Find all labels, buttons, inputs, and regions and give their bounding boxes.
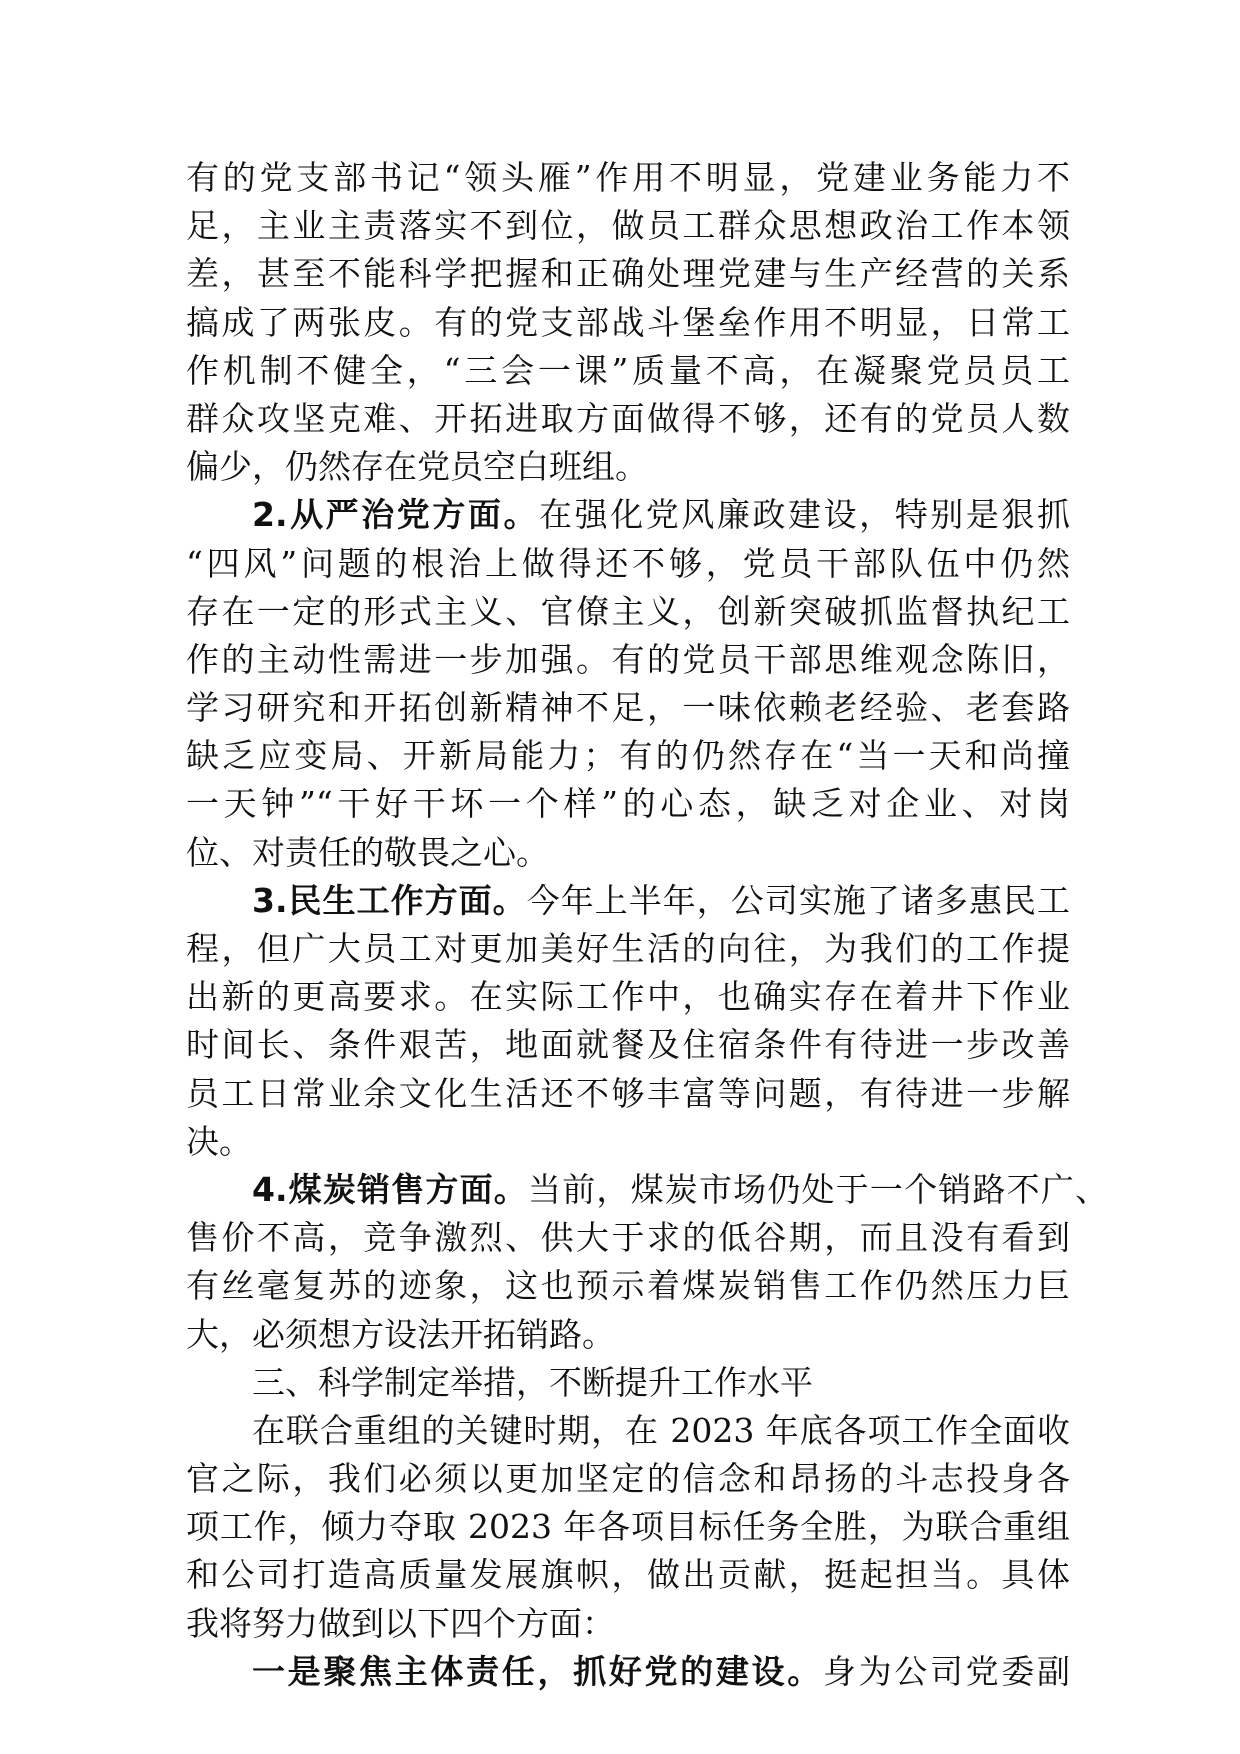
text-line <box>186 780 1070 828</box>
text-line <box>186 1311 1070 1359</box>
body-text: 出新的更高要求。在实际工作中，也确实存在着井下作业 <box>186 977 1070 1017</box>
text-line <box>186 1118 1070 1166</box>
text-line <box>186 1648 1070 1696</box>
body-text: 作机制不健全，“三会一课”质量不高，在凝聚党员员工 <box>186 350 1070 390</box>
body-text: 有丝毫复苏的迹象，这也预示着煤炭销售工作仍然压力巨 <box>186 1266 1070 1306</box>
text-line <box>186 1021 1070 1069</box>
text-line <box>186 973 1070 1021</box>
text-line <box>186 588 1070 636</box>
text-line <box>186 347 1070 395</box>
text-line <box>186 1407 1070 1455</box>
text-line <box>186 877 1070 925</box>
body-text: 当前，煤炭市场仍处于一个销路不广、 <box>528 1169 1108 1209</box>
body-text: 我将努力做到以下四个方面： <box>186 1603 615 1643</box>
text-line <box>186 1214 1070 1262</box>
body-text: 大，必须想方设法开拓销路。 <box>186 1314 615 1354</box>
body-text: 差，甚至不能科学把握和正确处理党建与生产经营的关系 <box>186 254 1070 294</box>
body-text: 缺乏应变局、开新局能力；有的仍然存在“当一天和尚撞 <box>186 736 1070 776</box>
body-text: 三、科学制定举措，不断提升工作水平 <box>252 1362 813 1402</box>
body-text: 今年上半年，公司实施了诸多惠民工 <box>526 880 1070 920</box>
text-line <box>186 250 1070 298</box>
text-line <box>186 299 1070 347</box>
body-text: “四风”问题的根治上做得还不够，党员干部队伍中仍然 <box>186 543 1070 583</box>
text-line <box>186 1551 1070 1599</box>
body-text: 偏少，仍然存在党员空白班组。 <box>186 447 648 487</box>
body-text: 身为公司党委副 <box>822 1651 1071 1691</box>
text-line <box>186 1262 1070 1310</box>
body-text: 位、对责任的敬畏之心。 <box>186 832 549 872</box>
body-text: 程，但广大员工对更加美好生活的向往，为我们的工作提 <box>186 929 1070 968</box>
bold-heading-text: 2.从严治党方面。 <box>252 495 540 535</box>
body-text: 有的党支部书记“领头雁”作用不明显，党建业务能力不 <box>186 158 1070 197</box>
text-line <box>186 925 1070 973</box>
body-text: 一天钟”“干好干坏一个样”的心态，缺乏对企业、对岗 <box>186 784 1070 824</box>
body-text: 学习研究和开拓创新精神不足，一味依赖老经验、老套路 <box>186 688 1070 728</box>
body-text: 存在一定的形式主义、官僚主义，创新突破抓监督执纪工 <box>186 591 1070 631</box>
text-line <box>186 540 1070 588</box>
body-text: 群众攻坚克难、开拓进取方面做得不够，还有的党员人数 <box>186 398 1070 438</box>
text-line <box>186 1503 1070 1551</box>
text-line <box>186 395 1070 443</box>
document-body <box>186 154 1108 1696</box>
text-line <box>186 1359 1070 1407</box>
body-text: 和公司打造高质量发展旗帜，做出贡献，挺起担当。具体 <box>186 1555 1070 1595</box>
text-line <box>186 829 1070 877</box>
text-line <box>186 1600 1070 1648</box>
text-line <box>186 732 1070 780</box>
body-text: 项工作，倾力夺取 2023 年各项目标任务全胜，为联合重组 <box>186 1507 1070 1547</box>
bold-heading-text: 一是聚焦主体责任，抓好党的建设。 <box>252 1651 823 1691</box>
body-text: 足，主业主责落实不到位，做员工群众思想政治工作本领 <box>186 206 1070 246</box>
body-text: 决。 <box>186 1121 252 1161</box>
bold-heading-text: 3.民生工作方面。 <box>252 880 527 920</box>
body-text: 售价不高，竞争激烈、供大于求的低谷期，而且没有看到 <box>186 1218 1070 1258</box>
text-line <box>186 1070 1070 1118</box>
body-text: 作的主动性需进一步加强。有的党员干部思维观念陈旧， <box>186 639 1070 679</box>
text-line <box>186 443 1070 491</box>
body-text: 在联合重组的关键时期，在 2023 年底各项工作全面收 <box>252 1410 1070 1450</box>
body-text: 在强化党风廉政建设，特别是狠抓 <box>539 495 1071 535</box>
bold-heading-text: 4.煤炭销售方面。 <box>252 1169 528 1209</box>
text-line <box>186 154 1070 202</box>
body-text: 员工日常业余文化生活还不够丰富等问题，有待进一步解 <box>186 1073 1070 1113</box>
text-line <box>186 202 1070 250</box>
text-line <box>186 684 1070 732</box>
body-text: 官之际，我们必须以更加坚定的信念和昂扬的斗志投身各 <box>186 1459 1070 1499</box>
body-text: 搞成了两张皮。有的党支部战斗堡垒作用不明显，日常工 <box>186 302 1070 342</box>
text-line <box>186 491 1070 539</box>
text-line <box>186 1455 1070 1503</box>
text-line <box>186 636 1070 684</box>
text-line <box>186 1166 1108 1214</box>
body-text: 时间长、条件艰苦，地面就餐及住宿条件有待进一步改善 <box>186 1025 1070 1065</box>
